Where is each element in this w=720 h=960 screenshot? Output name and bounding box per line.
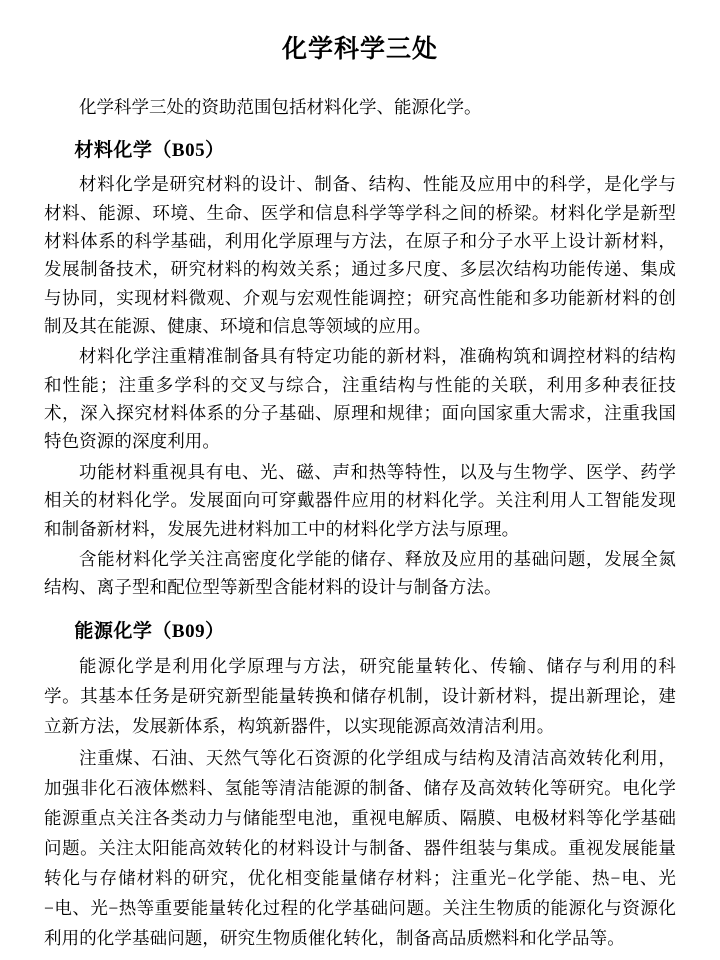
section-heading-name: 材料化学	[74, 140, 153, 162]
paragraph: 能源化学是利用化学原理与方法，研究能量转化、传输、储存与利用的科学。其基本任务是研究新型能量转换和储存机制，设计新材料，提出新理论，建立新方法，发展新体系，构筑新器件，以实现能源高效清洁利用。	[44, 655, 676, 736]
section-heading-code: （B05）	[152, 140, 225, 162]
paragraph: 材料化学注重精准制备具有特定功能的新材料，准确构筑和调控材料的结构和性能；注重多学科的交叉与综合，注重结构与性能的关联，利用多种表征技术，深入探究材料体系的分子基础、原理和规律；面向国家重大需求，注重我国特色资源的深度利用。	[44, 346, 676, 452]
section-material-chemistry	[44, 135, 676, 601]
section-energy-chemistry	[44, 616, 676, 954]
section-heading-material-chemistry	[44, 135, 676, 162]
paragraph: 含能材料化学关注高密度化学能的储存、释放及应用的基础问题，发展全氮结构、离子型和配位型等新型含能材料的设计与制备方法。	[44, 548, 676, 598]
section-heading-code: （B09）	[152, 620, 225, 642]
paragraph: 注重煤、石油、天然气等化石资源的化学组成与结构及清洁高效转化利用，加强非化石液体燃料、氢能等清洁能源的制备、储存及高效转化等研究。电化学能源重点关注各类动力与储能型电池，重视电解质、隔膜、电极材料等化学基础问题。关注太阳能高效转化的材料设计与制备、器件组装与集成。重视发展能量转化与存储材料的研究，优化相变能量储存材料；注重光−化学能、热−电、光−电、光−热等重要能量转化过程的化学基础问题。关注生物质的能源化与资源化利用的化学基础问题，研究生物质催化转化，制备高品质燃料和化学品等。	[44, 747, 676, 949]
intro-paragraph: 化学科学三处的资助范围包括材料化学、能源化学。	[79, 96, 482, 117]
section-heading-name: 能源化学	[74, 620, 153, 642]
section-heading-energy-chemistry	[44, 616, 676, 643]
paragraph: 材料化学是研究材料的设计、制备、结构、性能及应用中的科学，是化学与材料、能源、环境、生命、医学和信息科学等学科之间的桥梁。材料化学是新型材料体系的科学基础，利用化学原理与方法，在原子和分子水平上设计新材料，发展制备技术，研究材料的构效关系；通过多尺度、多层次结构功能传递、集成与协同，实现材料微观、介观与宏观性能调控；研究高性能和多功能新材料的创制及其在能源、健康、环境和信息等领域的应用。	[44, 174, 676, 337]
page-title: 化学科学三处	[281, 36, 438, 63]
paragraph: 功能材料重视具有电、光、磁、声和热等特性，以及与生物学、医学、药学相关的材料化学。发展面向可穿戴器件应用的材料化学。关注利用人工智能发现和制备新材料，发展先进材料加工中的材料化学方法与原理。	[44, 461, 676, 539]
